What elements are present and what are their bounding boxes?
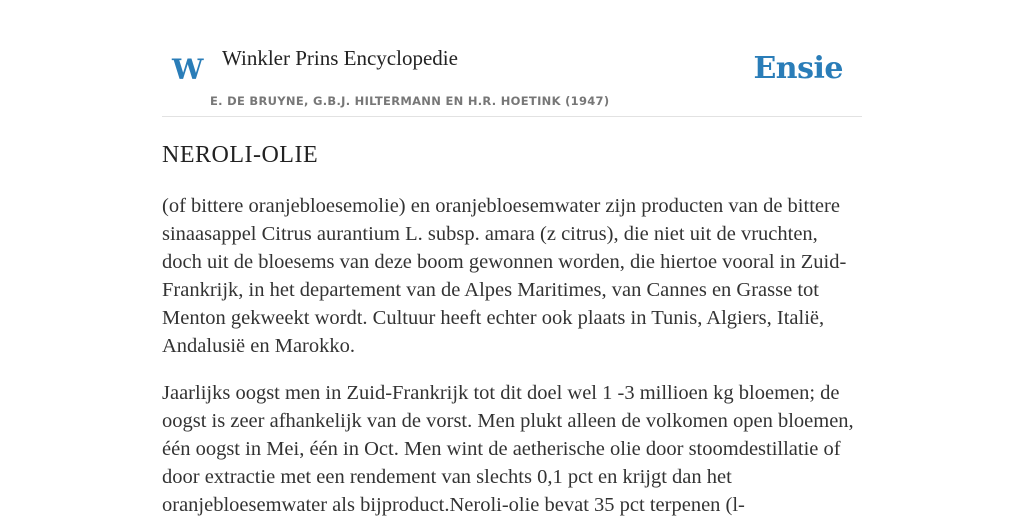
article-title: NEROLI-OLIE	[162, 142, 319, 168]
article-paragraph: Jaarlijks oogst men in Zuid-Frankrijk tot dit doel wel 1 -3 millioen kg bloemen; de oogst is zeer afhankelijk van de vorst. Men plukt alleen de volkomen open bloemen, één oogst in Mei, één in Oct. Men wint de aetherische olie door stoomdestillatie of door extractie met een rendement van slechts 0,1 pct en krijgt dan het oranjebloesemwater als bijproduct.Neroli-olie bevat 35 pct terpenen (l-	[162, 382, 854, 516]
ensie-brand-logo[interactable]: Ensie	[753, 51, 843, 86]
article	[162, 139, 862, 519]
site-title[interactable]: Winkler Prins Encyclopedie	[222, 46, 458, 70]
w-logo-icon[interactable]: W	[172, 53, 204, 86]
authors-line: E. DE BRUYNE, G.B.J. HILTERMANN EN H.R. HOETINK (1947)	[210, 94, 610, 108]
article-paragraph: (of bittere oranjebloesemolie) en oranjebloesemwater zijn producten van de bittere sinaasappel Citrus aurantium L. subsp. amara (z citrus), die niet uit de vruchten, doch uit de bloesems van deze boom gewonnen worden, die hiertoe vooral in Zuid-Frankrijk, in het departement van de Alpes Maritimes, van Cannes en Grasse tot Menton gekweekt wordt. Cultuur heeft echter ook plaats in Tunis, Algiers, Italië, Andalusië en Marokko.	[162, 195, 847, 357]
site-header	[162, 0, 862, 117]
